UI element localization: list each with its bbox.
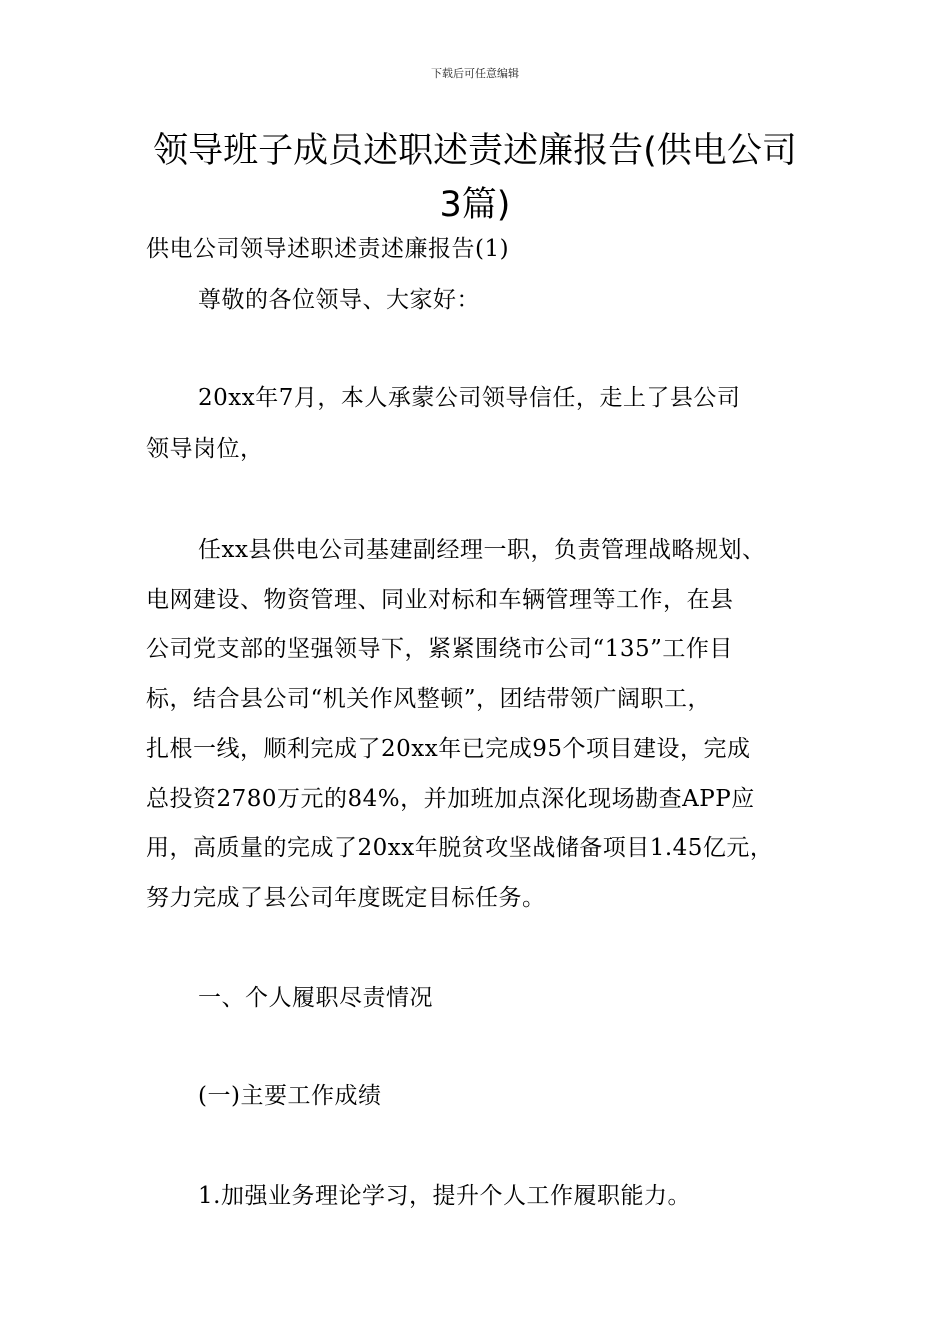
section-heading: 一、个人履职尽责情况 [198,985,433,1011]
paragraph-2-line: 总投资2780万元的84%，并加班加点深化现场勘查APP应 [146,786,755,812]
paragraph-2-line: 扎根一线，顺利完成了20xx年已完成95个项目建设，完成 [146,736,751,762]
subsection-heading: (一)主要工作成绩 [198,1083,382,1109]
header-note: 下载后可任意编辑 [431,67,519,80]
paragraph-2-line: 任xx县供电公司基建副经理一职，负责管理战略规划、 [198,537,766,563]
report-subtitle: 供电公司领导述职述责述廉报告(1) [146,236,510,262]
title-line-1: 领导班子成员述职述责述廉报告(供电公司 [153,131,797,171]
document-title [100,124,850,232]
greeting: 尊敬的各位领导、大家好： [198,287,480,313]
paragraph-1-line: 领导岗位， [146,436,264,462]
paragraph-2-line: 电网建设、物资管理、同业对标和车辆管理等工作，在县 [146,587,734,613]
paragraph-2-line: 公司党支部的坚强领导下，紧紧围绕市公司“135”工作目 [146,636,733,662]
paragraph-1-line: 20xx年7月，本人承蒙公司领导信任，走上了县公司 [198,385,741,411]
paragraph-2-line: 标，结合县公司“机关作风整顿”，团结带领广阔职工， [146,686,712,712]
title-line-2: 3篇) [439,185,511,225]
paragraph-2-line: 用，高质量的完成了20xx年脱贫攻坚战储备项目1.45亿元， [146,835,774,861]
paragraph-2-line: 努力完成了县公司年度既定目标任务。 [146,885,546,911]
list-item: 1.加强业务理论学习，提升个人工作履职能力。 [198,1183,691,1209]
